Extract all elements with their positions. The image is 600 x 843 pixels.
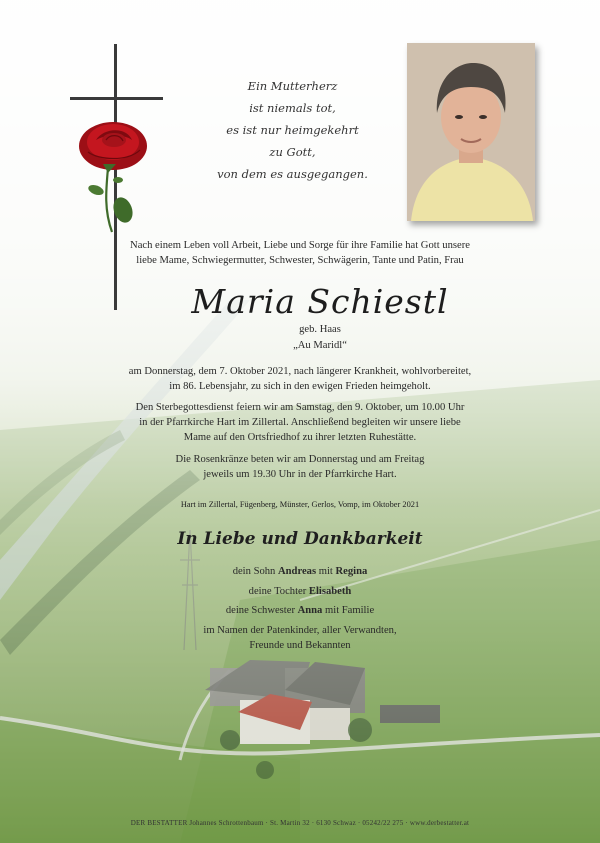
undertaker-footer: DER BESTATTER Johannes Schrottenbaum · St. Martin 32 · 6130 Schwaz · 05242/22 275 · www.derbestatter.at bbox=[130, 819, 470, 827]
rosary-line: Die Rosenkränze beten wir am Donnerstag und am Freitag bbox=[175, 454, 425, 465]
cross-with-rose-icon bbox=[68, 40, 168, 315]
mourner-son-prefix: dein Sohn bbox=[232, 566, 279, 577]
intro-line: Nach einem Leben voll Arbeit, Liebe und Sorge für ihre Familie hat Gott unsere bbox=[130, 240, 470, 251]
intro-line: liebe Mame, Schwiegermutter, Schwester, Schwägerin, Tante und Patin, Frau bbox=[136, 255, 464, 266]
mourner-daughter-name: Elisabeth bbox=[308, 585, 352, 597]
mourner-son bbox=[0, 562, 600, 582]
rosary-details bbox=[0, 452, 600, 482]
mourner-son-name: Andreas bbox=[278, 566, 317, 577]
poem-line: Ein Mutterherz bbox=[247, 79, 338, 93]
death-notice-line: im 86. Lebensjahr, zu sich in den ewigen Frieden heimgeholt. bbox=[169, 381, 431, 392]
funeral-line: Den Sterbegottesdienst feiern wir am Samstag, den 9. Oktober, um 10.00 Uhr bbox=[135, 402, 465, 413]
intro-text bbox=[0, 238, 600, 268]
funeral-details bbox=[0, 400, 600, 445]
memorial-poem bbox=[190, 75, 395, 185]
closing-phrase: In Liebe und Dankbarkeit bbox=[177, 529, 423, 549]
poem-line: ist niemals tot, bbox=[249, 101, 336, 115]
poem-line: zu Gott, bbox=[269, 145, 316, 159]
mourner-others: im Namen der Patenkinder, aller Verwandten, bbox=[203, 624, 397, 636]
mourner-sister-prefix: deine Schwester bbox=[225, 605, 298, 616]
birth-name: geb. Haas bbox=[299, 324, 341, 335]
mourner-sister-name: Anna bbox=[297, 605, 323, 616]
poem-line: es ist nur heimgekehrt bbox=[226, 123, 359, 137]
death-notice bbox=[0, 364, 600, 394]
mourner-sister bbox=[0, 601, 600, 621]
funeral-line: Mame auf den Ortsfriedhof zu ihrer letzten Ruhestätte. bbox=[183, 432, 417, 443]
mourners-list bbox=[0, 562, 600, 656]
mourner-sister-suffix: mit Familie bbox=[322, 605, 375, 616]
rosary-line: jeweils um 19.30 Uhr in der Pfarrkirche Hart. bbox=[203, 469, 397, 480]
death-notice-line: am Donnerstag, dem 7. Oktober 2021, nach längerer Krankheit, wohlvorbereitet, bbox=[128, 366, 472, 377]
place-date: Hart im Zillertal, Fügenberg, Münster, Gerlos, Vomp, im Oktober 2021 bbox=[180, 500, 420, 509]
rose-icon bbox=[79, 122, 147, 173]
mourner-daughter bbox=[0, 582, 600, 602]
mourner-daughter-prefix: deine Tochter bbox=[248, 585, 309, 597]
mourner-son-mid: mit bbox=[316, 566, 336, 577]
mourner-son-partner: Regina bbox=[335, 566, 368, 577]
nickname: „Au Maridl“ bbox=[293, 340, 347, 351]
deceased-name: Maria Schiestl bbox=[191, 282, 449, 321]
mourner-others: Freunde und Bekannten bbox=[249, 640, 351, 651]
portrait-image bbox=[407, 43, 535, 221]
poem-line: von dem es ausgegangen. bbox=[217, 167, 368, 181]
portrait-photo bbox=[407, 43, 535, 221]
funeral-line: in der Pfarrkirche Hart im Zillertal. Anschließend begleiten wir unsere liebe bbox=[139, 417, 461, 428]
